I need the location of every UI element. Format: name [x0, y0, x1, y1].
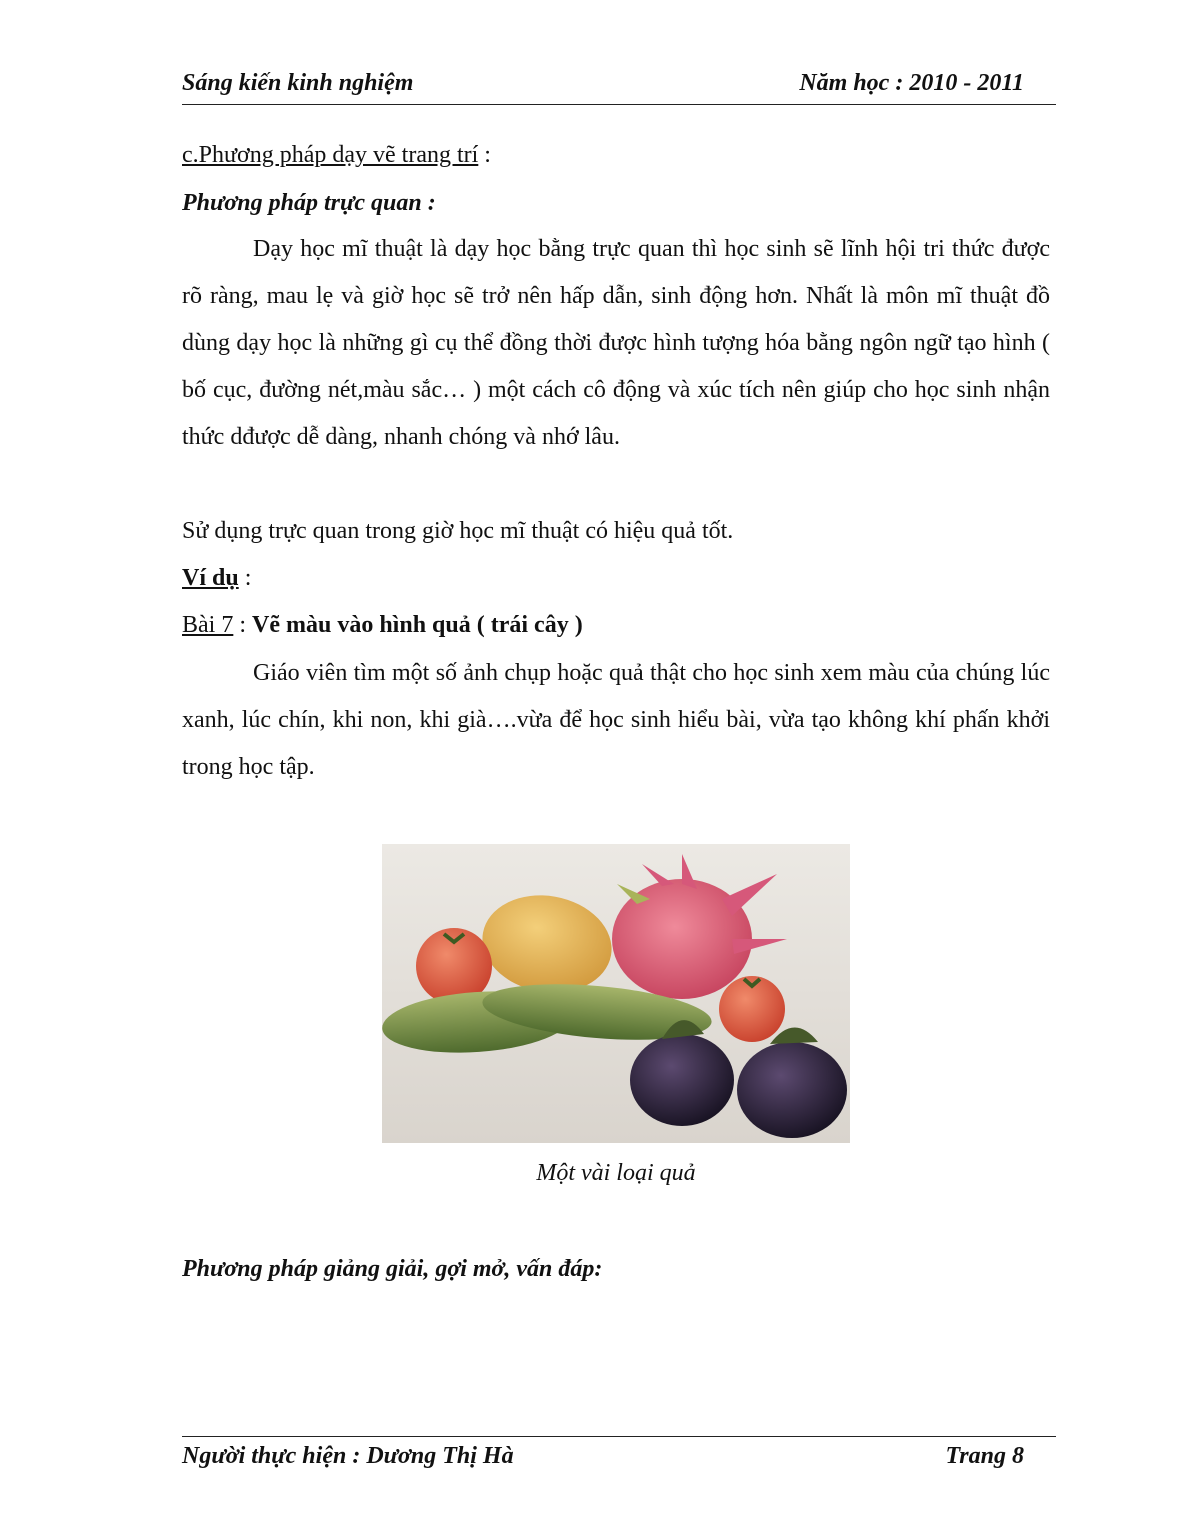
footer-page-number: Trang 8 [945, 1443, 1024, 1469]
paragraph-2 [182, 650, 1050, 791]
lesson-line [182, 612, 583, 639]
footer-author: Người thực hiện : Dương Thị Hà [182, 1443, 514, 1469]
section-heading-text: c.Phương pháp dạy vẽ trang trí [182, 142, 479, 168]
header-school-year: Năm học : 2010 - 2011 [799, 70, 1024, 96]
lesson-separator: : [233, 612, 252, 638]
example-label [182, 565, 251, 592]
paragraph-1-text: Dạy học mĩ thuật là dạy học bằng trực quan thì học sinh sẽ lĩnh hội tri thức được rõ ràng, mau lẹ và giờ học sẽ trở nên hấp dẫn, sinh động hơn. Nhất là môn mĩ thuật đồ dùng dạy học là những gì cụ thể đồng thời được hình tượng hóa bằng ngôn ngữ tạo hình ( bố cục, đường nét,màu sắc… ) một cách cô động và xúc tích nên giúp cho học sinh nhận thức dđược dễ dàng, nhanh chóng và nhớ lâu. [182, 236, 1050, 450]
fruit-photo [382, 844, 850, 1143]
section-heading-suffix: : [478, 142, 491, 168]
header-title: Sáng kiến kinh nghiệm [182, 70, 414, 96]
paragraph-1 [182, 226, 1050, 461]
page-footer [182, 1436, 1056, 1477]
section-heading [182, 142, 491, 169]
method-1-title: Phương pháp trực quan : [182, 190, 436, 216]
lesson-title: Vẽ màu vào hình quả ( trái cây ) [252, 612, 583, 638]
paragraph-2-text: Giáo viên tìm một số ảnh chụp hoặc quả thật cho học sinh xem màu của chúng lúc xanh, lúc chín, khi non, khi già….vừa để học sinh hiểu bài, vừa tạo không khí phấn khởi trong học tập. [182, 660, 1050, 780]
sentence-1: Sử dụng trực quan trong giờ học mĩ thuật có hiệu quả tốt. [182, 518, 734, 544]
page-header [182, 70, 1056, 105]
example-label-suffix: : [238, 565, 252, 591]
figure-caption: Một vài loại quả [536, 1160, 696, 1186]
method-2-title: Phương pháp giảng giải, gợi mở, vấn đáp: [182, 1256, 603, 1282]
lesson-number: Bài 7 [182, 612, 234, 638]
example-label-text: Ví dụ [182, 565, 239, 591]
